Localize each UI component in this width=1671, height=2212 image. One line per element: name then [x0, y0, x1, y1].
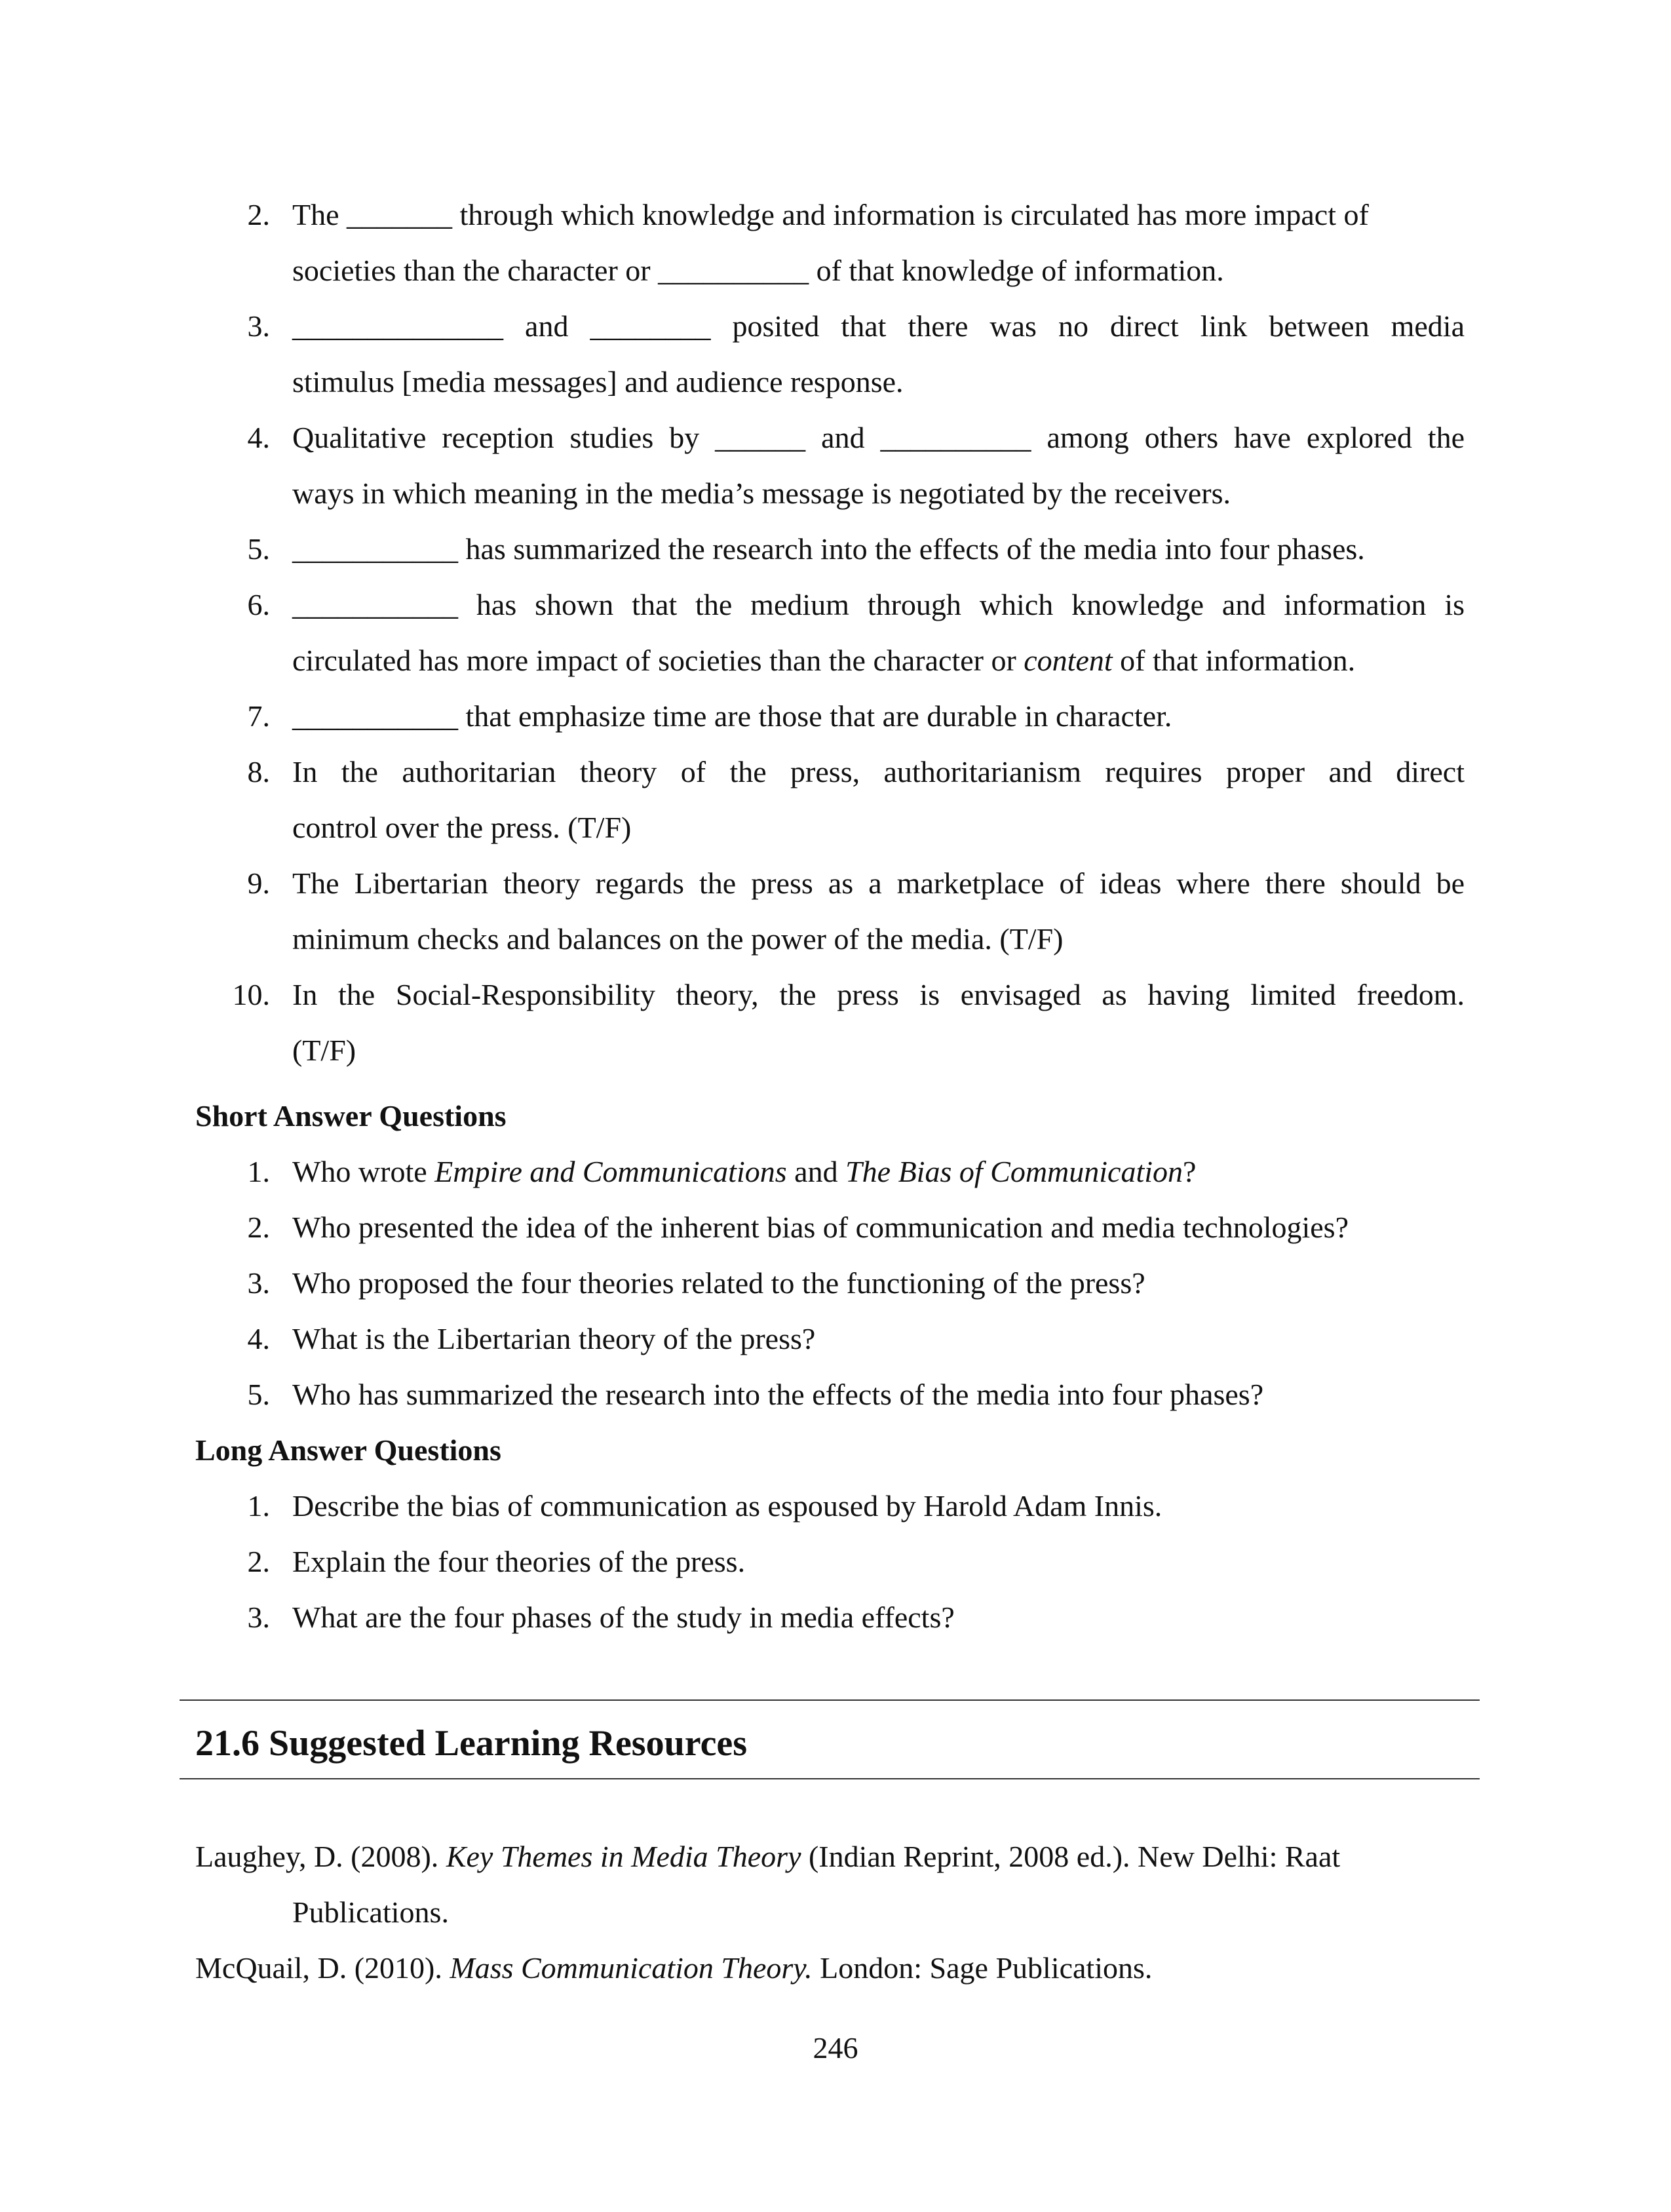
long-answer-heading: Long Answer Questions [195, 1433, 501, 1467]
item-number: 9. [247, 866, 270, 900]
list-item [195, 1589, 1465, 1645]
list-item [195, 855, 1465, 967]
page-number: 246 [813, 2031, 858, 2065]
item-text: Explain the four theories of the press. [292, 1545, 746, 1578]
item-text: ___________ has shown that the medium through which knowledge and information is [292, 588, 1465, 621]
item-text: circulated has more impact of societies than the character or content of that information. [292, 644, 1356, 677]
item-number: 7. [247, 699, 270, 733]
list-item [195, 688, 1465, 744]
long-answer-list [195, 1478, 1465, 1645]
short-answer-heading: Short Answer Questions [195, 1099, 507, 1133]
reference-title: Key Themes in Media Theory [446, 1840, 801, 1873]
item-text: Who wrote Empire and Communications and The Bias of Communication? [292, 1155, 1197, 1188]
item-number: 3. [247, 1601, 270, 1634]
item-text: ___________ has summarized the research into the effects of the media into four phases. [292, 532, 1365, 566]
section-title: 21.6 Suggested Learning Resources [195, 1723, 748, 1764]
item-number: 4. [247, 1322, 270, 1355]
item-number: 3. [247, 309, 270, 343]
item-text: Who presented the idea of the inherent bias of communication and media technologies? [292, 1211, 1349, 1244]
reference-continuation: Publications. [292, 1895, 449, 1929]
list-item [195, 967, 1465, 1078]
item-text: stimulus [media messages] and audience response. [292, 365, 904, 398]
list-item [195, 298, 1465, 410]
item-number: 5. [247, 532, 270, 566]
reference-entry: McQuail, D. (2010). Mass Communication Theory. London: Sage Publications. [195, 1951, 1153, 1985]
item-text: Who has summarized the research into the effects of the media into four phases? [292, 1378, 1264, 1411]
item-text: control over the press. (T/F) [292, 811, 632, 844]
italic-word: content [1024, 644, 1113, 677]
item-text: Describe the bias of communication as espoused by Harold Adam Innis. [292, 1489, 1162, 1523]
item-text: societies than the character or __________ of that knowledge of information. [292, 254, 1224, 287]
italic-title: Empire and Communications [434, 1155, 787, 1188]
reference-entry: Laughey, D. (2008). Key Themes in Media Theory (Indian Reprint, 2008 ed.). New Delhi: Raat Publications. [195, 1829, 1465, 1940]
list-item [195, 187, 1465, 298]
list-item [195, 744, 1465, 855]
fill-blank-list [195, 187, 1465, 1078]
item-number: 2. [247, 1545, 270, 1578]
item-text: The _______ through which knowledge and information is circulated has more impact of [292, 198, 1369, 231]
list-item [195, 1311, 1465, 1367]
list-item [195, 1367, 1465, 1422]
short-answer-list [195, 1144, 1465, 1422]
list-item [195, 410, 1465, 521]
item-text: ways in which meaning in the media’s message is negotiated by the receivers. [292, 476, 1231, 510]
list-item [195, 521, 1465, 577]
item-number: 10. [232, 978, 270, 1011]
item-number: 5. [247, 1378, 270, 1411]
item-number: 6. [247, 588, 270, 621]
list-item [195, 1534, 1465, 1589]
item-number: 8. [247, 755, 270, 788]
item-text: (T/F) [292, 1034, 356, 1067]
item-text: minimum checks and balances on the power of the media. (T/F) [292, 922, 1064, 956]
item-text: Who proposed the four theories related to the functioning of the press? [292, 1266, 1145, 1300]
list-item [195, 1199, 1465, 1255]
item-text: The Libertarian theory regards the press as a marketplace of ideas where there should be [292, 866, 1465, 900]
list-item [195, 577, 1465, 688]
item-text: In the authoritarian theory of the press, authoritarianism requires proper and direct [292, 755, 1465, 788]
reference-title: Mass Communication Theory. [450, 1951, 813, 1985]
section-bottom-rule [180, 1778, 1480, 1779]
section-top-rule [180, 1699, 1480, 1701]
item-text: In the Social-Responsibility theory, the press is envisaged as having limited freedom. [292, 978, 1465, 1011]
item-number: 4. [247, 421, 270, 454]
item-number: 2. [247, 1211, 270, 1244]
item-text: ______________ and ________ posited that there was no direct link between media [292, 309, 1465, 343]
item-number: 1. [247, 1155, 270, 1188]
item-number: 1. [247, 1489, 270, 1523]
item-text: What are the four phases of the study in media effects? [292, 1601, 955, 1634]
item-number: 3. [247, 1266, 270, 1300]
italic-title: The Bias of Communication [845, 1155, 1183, 1188]
item-text: Qualitative reception studies by ______ and __________ among others have explored the [292, 421, 1465, 454]
item-text: What is the Libertarian theory of the press? [292, 1322, 816, 1355]
item-text: ___________ that emphasize time are those that are durable in character. [292, 699, 1172, 733]
item-number: 2. [247, 198, 270, 231]
list-item [195, 1478, 1465, 1534]
list-item [195, 1255, 1465, 1311]
list-item [195, 1144, 1465, 1199]
